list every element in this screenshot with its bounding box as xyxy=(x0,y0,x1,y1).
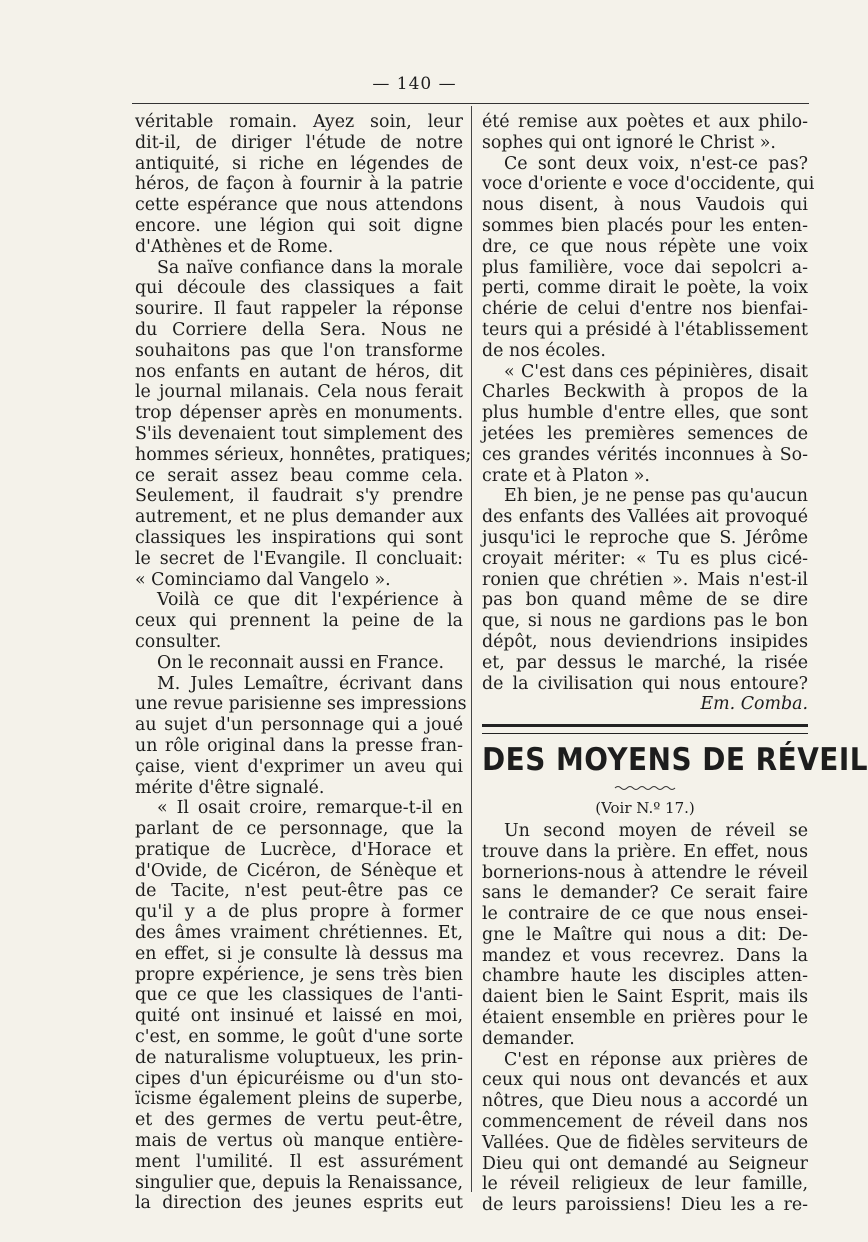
text-line: quité ont insinué et laissé en moi, xyxy=(135,1006,463,1027)
text-line: jusqu'ici le reproche que S. Jérôme xyxy=(482,527,808,548)
text-line: étaient ensemble en prières pour le xyxy=(482,1008,808,1029)
text-line: d'Ovide, de Cicéron, de Sénèque et xyxy=(135,860,463,881)
right-column-top-text xyxy=(482,112,815,694)
text-line: chérie de celui d'entre nos bienfai- xyxy=(482,299,808,320)
text-line: qui découle des classiques a fait xyxy=(135,278,463,299)
text-line: le contraire de ce que nous ensei- xyxy=(482,904,808,925)
signature: Em. Comba. xyxy=(700,694,808,715)
text-line: de leurs paroissiens! Dieu les a re- xyxy=(482,1195,808,1216)
left-column xyxy=(135,112,472,1214)
text-line: dépôt, nous deviendrions insipides xyxy=(482,631,808,652)
text-line: bornerions-nous à attendre le réveil xyxy=(482,862,808,883)
text-line: du Corriere della Sera. Nous ne xyxy=(135,319,463,340)
text-line: dit-il, de diriger l'étude de notre xyxy=(135,132,463,153)
text-line: nous disent, à nous Vaudois qui xyxy=(482,195,808,216)
right-column-bottom-text xyxy=(482,821,808,1216)
text-line: souhaitons pas que l'on transforme xyxy=(135,340,463,361)
text-line: sourire. Il faut rappeler la réponse xyxy=(135,299,463,320)
text-line: le journal milanais. Cela nous ferait xyxy=(135,382,463,403)
text-line: véritable romain. Ayez soin, leur xyxy=(135,112,463,132)
text-line: commencement de réveil dans nos xyxy=(482,1112,808,1133)
text-line: mérite d'être signalé. xyxy=(135,777,325,798)
text-line: trouve dans la prière. En effet, nous xyxy=(482,841,808,862)
text-line: nôtres, que Dieu nous a accordé un xyxy=(482,1091,808,1112)
right-column xyxy=(482,112,868,1216)
text-line: ceux qui nous ont devancés et aux xyxy=(482,1070,808,1091)
text-line: de Tacite, n'est peut-être pas ce xyxy=(135,881,463,902)
text-line: demander. xyxy=(482,1028,575,1049)
text-line: On le reconnait aussi en France. xyxy=(157,652,445,673)
text-line: sans le demander? Ce serait faire xyxy=(482,883,808,904)
text-line: jetées les premières semences de xyxy=(482,423,808,444)
text-line: chambre haute les disciples atten- xyxy=(482,966,808,987)
text-line: pratique de Lucrèce, d'Horace et xyxy=(135,839,463,860)
text-line: mandez et vous recevrez. Dans la xyxy=(482,945,808,966)
text-line: héros, de façon à fournir à la patrie xyxy=(135,174,463,195)
text-line: sophes qui ont ignoré le Christ ». xyxy=(482,132,776,153)
text-line: classiques les inspirations qui sont xyxy=(135,527,463,548)
text-line: parlant de ce personnage, que la xyxy=(135,819,463,840)
text-line: consulter. xyxy=(135,631,222,652)
text-line: ment l'umilité. Il est assurément xyxy=(135,1151,463,1172)
text-line: le réveil religieux de leur famille, xyxy=(482,1174,808,1195)
text-line: plus familière, voce dai sepolcri a- xyxy=(482,257,808,278)
text-line: d'Athènes et de Rome. xyxy=(135,236,334,257)
text-line: trop dépenser après en monuments. xyxy=(135,403,463,424)
section-heading: DES MOYENS DE RÉVEIL xyxy=(482,742,868,779)
text-line: S'ils devenaient tout simplement des xyxy=(135,423,463,444)
text-line: çaise, vient d'exprimer un aveu qui xyxy=(135,756,463,777)
section-rule xyxy=(482,724,808,734)
text-line: ronien que chrétien ». Mais n'est-il xyxy=(482,569,808,590)
text-line: ceux qui prennent la peine de la xyxy=(135,611,463,632)
text-line: des âmes vraiment chrétiennes. Et, xyxy=(135,923,463,944)
text-line: plus humble d'entre elles, que sont xyxy=(482,403,808,424)
text-line: encore. une légion qui soit digne xyxy=(135,215,463,236)
text-line: propre expérience, je sens très bien xyxy=(135,964,463,985)
text-line: en effet, si je consulte là dessus ma xyxy=(135,943,463,964)
text-line: Voilà ce que dit l'expérience à xyxy=(157,590,463,611)
text-line: Sa naïve confiance dans la morale xyxy=(157,257,463,278)
text-line: « Cominciamo dal Vangelo ». xyxy=(135,569,391,590)
text-line: M. Jules Lemaître, écrivant dans xyxy=(157,673,463,694)
section-subheading: (Voir N.º 17.) xyxy=(595,799,695,818)
text-line: de la civilisation qui nous entoure? xyxy=(482,673,808,694)
text-line: autrement, et ne plus demander aux xyxy=(135,507,463,528)
text-line: qu'il y a de plus propre à former xyxy=(135,902,463,923)
text-line: de nos écoles. xyxy=(482,340,606,361)
text-line: « Il osait croire, remarque-t-il en xyxy=(157,798,463,819)
text-line: Vallées. Que de fidèles serviteurs de xyxy=(482,1132,808,1153)
text-line: Seulement, il faudrait s'y prendre xyxy=(135,486,463,507)
text-line: Eh bien, je ne pense pas qu'aucun xyxy=(504,486,808,507)
text-line: mais de vertus où manque entière- xyxy=(135,1131,463,1152)
text-line: de naturalisme voluptueux, les prin- xyxy=(135,1047,463,1068)
text-line: voce d'oriente e voce d'occidente, qui xyxy=(482,174,815,195)
text-line: singulier que, depuis la Renaissance, xyxy=(135,1172,463,1193)
text-line: Un second moyen de réveil se xyxy=(504,820,808,841)
text-line: dre, ce que nous répète une voix xyxy=(482,236,808,257)
text-line: « C'est dans ces pépinières, disait xyxy=(504,361,808,382)
text-line: cette espérance que nous attendons xyxy=(135,195,463,216)
text-line: hommes sérieux, honnêtes, pratiques; xyxy=(135,444,472,465)
text-line: et des germes de vertu peut-être, xyxy=(135,1110,463,1131)
text-line: le secret de l'Evangile. Il concluait: xyxy=(135,548,463,569)
text-line: une revue parisienne ses impressions xyxy=(135,694,467,715)
text-line: que, si nous ne gardions pas le bon xyxy=(482,611,808,632)
text-line: que ce que les classiques de l'anti- xyxy=(135,985,463,1006)
text-line: et, par dessus le marché, la risée xyxy=(482,652,808,673)
text-line: sommes bien placés pour les enten- xyxy=(482,215,808,236)
text-line: Charles Beckwith à propos de la xyxy=(482,382,808,403)
text-line: croyait mériter: « Tu es plus cicé- xyxy=(482,548,808,569)
ornament-squiggle xyxy=(615,784,675,792)
text-line: au sujet d'un personnage qui a joué xyxy=(135,715,463,736)
text-line: antiquité, si riche en légendes de xyxy=(135,153,463,174)
page-number: — 140 — xyxy=(372,74,457,94)
text-line: Dieu qui ont demandé au Seigneur xyxy=(482,1153,808,1174)
text-line: des enfants des Vallées ait provoqué xyxy=(482,507,808,528)
column-divider xyxy=(471,106,472,1192)
text-line: un rôle original dans la presse fran- xyxy=(135,735,463,756)
text-line: pas bon quand même de se dire xyxy=(482,590,808,611)
text-line: gne le Maître qui nous a dit: De- xyxy=(482,924,808,945)
text-line: c'est, en somme, le goût d'une sorte xyxy=(135,1027,463,1048)
text-line: perti, comme dirait le poète, la voix xyxy=(482,278,808,299)
text-line: la direction des jeunes esprits eut xyxy=(135,1193,463,1214)
text-line: ce serait assez beau comme cela. xyxy=(135,465,463,486)
text-line: ïcisme également pleins de superbe, xyxy=(135,1089,463,1110)
text-line: été remise aux poètes et aux philo- xyxy=(482,112,808,132)
text-line: daient bien le Saint Esprit, mais ils xyxy=(482,987,808,1008)
text-line: cipes d'un épicuréisme ou d'un sto- xyxy=(135,1068,463,1089)
text-line: Ce sont deux voix, n'est-ce pas? xyxy=(504,153,808,174)
header-rule xyxy=(132,103,809,104)
text-line: C'est en réponse aux prières de xyxy=(504,1049,808,1070)
text-line: teurs qui a présidé à l'établissement xyxy=(482,319,808,340)
text-line: crate et à Platon ». xyxy=(482,465,650,486)
text-line: ces grandes vérités inconnues à So- xyxy=(482,444,808,465)
text-line: nos enfants en autant de héros, dit xyxy=(135,361,463,382)
